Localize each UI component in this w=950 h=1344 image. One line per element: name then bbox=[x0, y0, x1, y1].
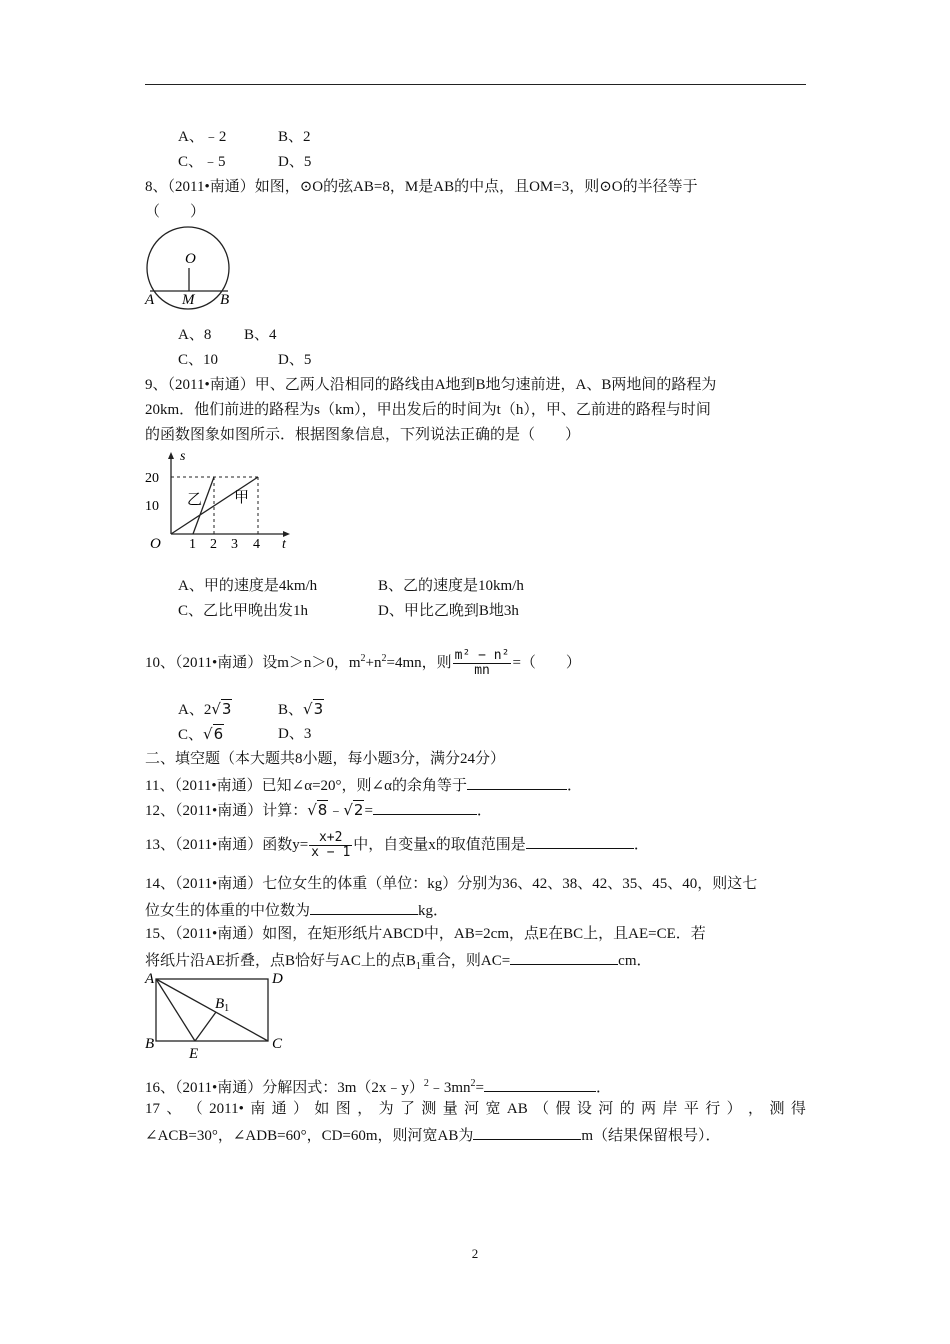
q8-option-d: D、5 bbox=[278, 352, 312, 368]
q17-line1-part: 假 bbox=[555, 1101, 571, 1117]
q10-stem: 10、（2011•南通）设m＞n＞0，$m^2+n^2=4mn$，则 $\frac{\text{m² − n²}}{mn}$ =（ ） bbox=[145, 648, 581, 679]
q9-option-c: C、乙比甲晚出发1h bbox=[178, 603, 309, 619]
q17-line1-part: 两 bbox=[641, 1101, 657, 1117]
label-d: D bbox=[272, 971, 283, 987]
q14-answer-blank bbox=[310, 899, 418, 915]
q15-line2: 将纸片沿AE折叠，点B恰好与AC上的点$B_1$重合，则AC= cm． bbox=[145, 949, 652, 977]
q17-line1-part: AB bbox=[506, 1101, 528, 1117]
q17-line1-part: 河 bbox=[464, 1101, 480, 1117]
q17-line1-part: （ bbox=[187, 1101, 203, 1117]
sqrt-icon: √2 bbox=[343, 801, 364, 819]
q10-option-b: B、√3 bbox=[278, 700, 324, 718]
q8-option-b: B、4 bbox=[244, 327, 277, 343]
q17-line1-part: 测 bbox=[769, 1101, 785, 1117]
q17-line1-part: ， bbox=[748, 1101, 764, 1117]
q9-option-a: A、甲的速度是4km/h bbox=[178, 578, 318, 594]
section-2-heading: 二、填空题（本大题共8小题，每小题3分，满分24分） bbox=[145, 751, 506, 767]
q8-paren: （ ） bbox=[145, 204, 206, 220]
q7-option-d: D、5 bbox=[278, 154, 312, 170]
q8-option-c: C、10 bbox=[178, 352, 219, 368]
label-yi: 乙 bbox=[187, 492, 203, 508]
q17-line1-part: 平 bbox=[683, 1101, 699, 1117]
q7-option-c: C、﹣5 bbox=[178, 154, 226, 170]
q8-option-a: A、8 bbox=[178, 327, 212, 343]
label-c: C bbox=[272, 1036, 283, 1052]
q9-option-b: B、乙的速度是10km/h bbox=[378, 578, 524, 594]
axis-label-t: t bbox=[282, 537, 286, 552]
q9-stem-line1: 9、（2011•南通）甲、乙两人沿相同的路线由A地到B地匀速前进，A、B两地间的路程为 bbox=[145, 377, 717, 393]
label-m: M bbox=[182, 292, 195, 308]
q10-option-d: D、3 bbox=[278, 726, 312, 742]
label-o: O bbox=[185, 251, 196, 267]
label-e: E bbox=[189, 1046, 199, 1062]
q17-line1-part: 通 bbox=[271, 1101, 287, 1117]
q17-line1-part: 得 bbox=[790, 1101, 806, 1117]
axis-label-s: s bbox=[180, 449, 186, 464]
sqrt-icon: √3 bbox=[211, 700, 232, 718]
y-tick-10: 10 bbox=[145, 499, 159, 514]
q13: 13、（2011•南通）函数y= $\frac{x+2}{x - 1}$ 中，自变量x的取值范围是 ． bbox=[145, 830, 649, 861]
y-tick-20: 20 bbox=[145, 471, 159, 486]
q13-answer-blank bbox=[526, 833, 634, 849]
q14-line2: 位女生的体重的中位数为 kg． bbox=[145, 899, 448, 921]
q17-line1-part: 为 bbox=[378, 1101, 394, 1117]
q8-circle-figure bbox=[140, 224, 240, 310]
label-a: A bbox=[145, 292, 155, 308]
q17-line1-part: ） bbox=[726, 1101, 742, 1117]
q11-answer-blank bbox=[467, 774, 567, 790]
q17-line1-part: 了 bbox=[399, 1101, 415, 1117]
header-rule bbox=[145, 84, 806, 85]
label-b1: $B_1$ bbox=[215, 996, 230, 1014]
q12: 12、（2011•南通）计算：√8﹣√2= ． bbox=[145, 801, 492, 819]
q17-line1-part: 17 bbox=[145, 1101, 160, 1117]
q12-answer-blank bbox=[373, 799, 477, 815]
x-tick-1: 1 bbox=[189, 537, 196, 552]
q8-stem: 8、（2011•南通）如图，⊙O的弦AB=8，M是AB的中点，且OM=3，则⊙O的半径等于 bbox=[145, 179, 698, 195]
origin-label: O bbox=[150, 536, 161, 552]
sqrt-icon: √6 bbox=[203, 725, 224, 743]
q17-line1-part: 设 bbox=[576, 1101, 592, 1117]
q9-stem-line3: 的函数图象如图所示．根据图象信息，下列说法正确的是（ ） bbox=[145, 427, 581, 443]
q17-line1-part: 如 bbox=[314, 1101, 330, 1117]
q11: 11、（2011•南通）已知∠α=20°，则∠α的余角等于 ． bbox=[145, 774, 582, 796]
sqrt-icon: √8 bbox=[307, 801, 328, 819]
diagonal-ac bbox=[156, 979, 268, 1041]
q17-line1-part: 、 bbox=[166, 1101, 182, 1117]
page-number: 2 bbox=[471, 1246, 479, 1261]
x-tick-2: 2 bbox=[210, 537, 217, 552]
q17-line1 bbox=[145, 1099, 806, 1119]
label-jia: 甲 bbox=[234, 490, 250, 506]
q9-graph bbox=[140, 446, 300, 556]
label-b: B bbox=[145, 1036, 155, 1052]
q14-line1: 14、（2011•南通）七位女生的体重（单位：kg）分别为36、42、38、42、35、45、40，则这七 bbox=[145, 876, 758, 892]
q17-line1-part: ） bbox=[293, 1101, 309, 1117]
q10-fraction: $\frac{\text{m² − n²}}{mn}$ bbox=[454, 648, 510, 679]
q17-line2: ∠ACB=30°，∠ADB=60°，CD=60m，则河宽AB为 m（结果保留根号）． bbox=[145, 1124, 721, 1146]
q15-rectangle-figure bbox=[140, 968, 290, 1062]
q17-line1-part: 2011• bbox=[209, 1101, 244, 1117]
q9-stem-line2: 20km．他们前进的路程为s（km），甲出发后的时间为t（h），甲、乙前进的路程与时间 bbox=[145, 402, 711, 418]
q13-fraction: $\frac{x+2}{x - 1}$ bbox=[311, 830, 351, 861]
q17-line1-part: （ bbox=[534, 1101, 550, 1117]
q17-line1-part: 测 bbox=[421, 1101, 437, 1117]
segment-eb1 bbox=[195, 1012, 216, 1041]
label-a: A bbox=[145, 971, 155, 987]
q17-answer-blank bbox=[473, 1124, 581, 1140]
q17-line1-part: 图 bbox=[335, 1101, 351, 1117]
q10-option-a: A、2√3 bbox=[178, 700, 232, 718]
q7-option-b: B、2 bbox=[278, 129, 311, 145]
q17-line1-part: ， bbox=[357, 1101, 373, 1117]
y-axis-arrow-icon bbox=[168, 452, 174, 459]
q15-answer-blank bbox=[510, 949, 618, 965]
q17-line1-part: 宽 bbox=[485, 1101, 501, 1117]
q17-line1-part: 河 bbox=[598, 1101, 614, 1117]
q15-line1: 15、（2011•南通）如图，在矩形纸片ABCD中，AB=2cm，点E在BC上，且AE=CE．若 bbox=[145, 926, 706, 942]
fold-ae bbox=[156, 979, 195, 1041]
x-tick-4: 4 bbox=[253, 537, 260, 552]
q16-answer-blank bbox=[484, 1076, 596, 1092]
label-b: B bbox=[220, 292, 230, 308]
q17-line1-part: 南 bbox=[250, 1101, 266, 1117]
sqrt-icon: √3 bbox=[303, 700, 324, 718]
q16: 16、（2011•南通）分解因式：$3m(2x﹣y)^2﹣3mn^2=$ ． bbox=[145, 1078, 612, 1096]
q7-option-a: A、﹣2 bbox=[178, 129, 227, 145]
q17-line1-part: 量 bbox=[442, 1101, 458, 1117]
q9-option-d: D、甲比乙晚到B地3h bbox=[378, 603, 519, 619]
q17-line1-part: 岸 bbox=[662, 1101, 678, 1117]
q17-line1-part: 行 bbox=[705, 1101, 721, 1117]
x-tick-3: 3 bbox=[231, 537, 238, 552]
q10-option-c: C、√6 bbox=[178, 725, 224, 743]
q17-line1-part: 的 bbox=[619, 1101, 635, 1117]
